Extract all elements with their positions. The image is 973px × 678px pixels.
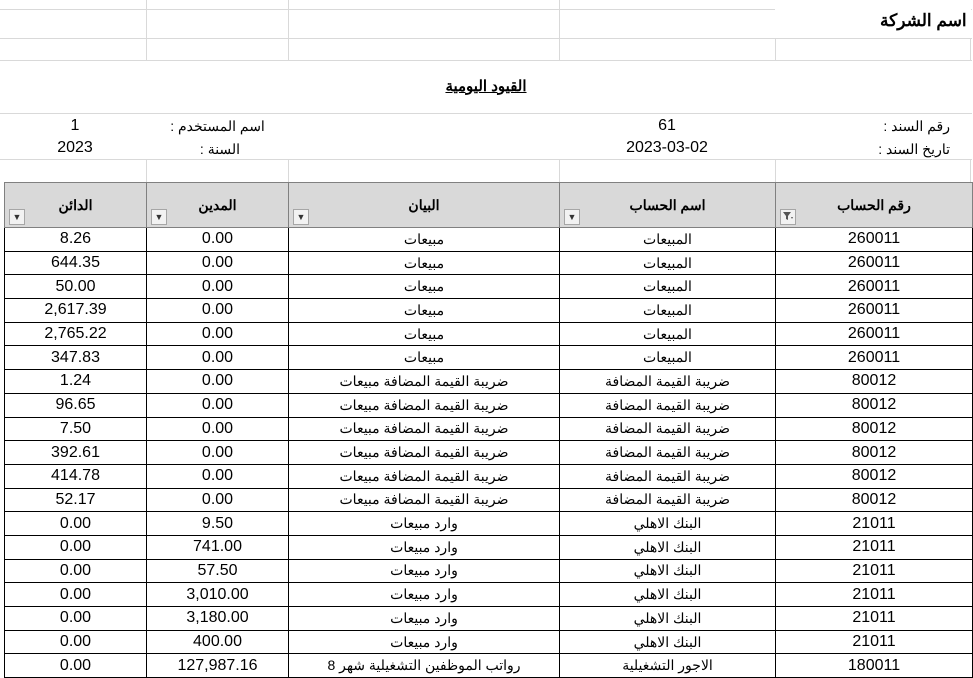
account-name-cell[interactable]: ضريبة القيمة المضافة (560, 393, 776, 417)
debit-cell[interactable]: 0.00 (147, 393, 289, 417)
description-cell[interactable]: مبيعات (289, 299, 560, 323)
column-header-credit[interactable]: الدائن ▼ (5, 183, 147, 228)
voucher-date-label: تاريخ السند : (878, 141, 950, 157)
gridline (0, 159, 972, 160)
debit-cell[interactable]: 127,987.16 (147, 654, 289, 678)
account-number-cell[interactable]: 260011 (776, 251, 973, 275)
account-number-cell[interactable]: 80012 (776, 488, 973, 512)
credit-cell[interactable]: 1.24 (5, 370, 147, 394)
debit-cell[interactable]: 0.00 (147, 228, 289, 252)
account-name-cell[interactable]: المبيعات (560, 299, 776, 323)
account-number-cell[interactable]: 260011 (776, 275, 973, 299)
user-name-value[interactable]: 1 (70, 117, 80, 134)
debit-cell[interactable]: 3,010.00 (147, 583, 289, 607)
credit-cell[interactable]: 414.78 (5, 464, 147, 488)
account-number-cell[interactable]: 260011 (776, 299, 973, 323)
table-row[interactable] (5, 654, 973, 678)
account-name-cell[interactable]: ضريبة القيمة المضافة (560, 370, 776, 394)
debit-cell[interactable]: 9.50 (147, 512, 289, 536)
credit-cell[interactable]: 52.17 (5, 488, 147, 512)
table-row[interactable] (5, 346, 973, 370)
account-number-cell[interactable]: 21011 (776, 583, 973, 607)
account-number-cell[interactable]: 180011 (776, 654, 973, 678)
debit-cell[interactable]: 0.00 (147, 370, 289, 394)
description-cell[interactable]: مبيعات (289, 228, 560, 252)
debit-cell[interactable]: 0.00 (147, 346, 289, 370)
debit-cell[interactable]: 0.00 (147, 299, 289, 323)
account-number-cell[interactable]: 80012 (776, 393, 973, 417)
column-header-account-number[interactable]: رقم الحساب (776, 183, 973, 228)
account-number-cell[interactable]: 21011 (776, 512, 973, 536)
description-cell[interactable]: مبيعات (289, 346, 560, 370)
description-cell[interactable]: وارد مبيعات (289, 535, 560, 559)
account-number-cell[interactable]: 260011 (776, 346, 973, 370)
account-number-cell[interactable]: 21011 (776, 559, 973, 583)
table-row[interactable] (5, 299, 973, 323)
credit-cell[interactable]: 0.00 (5, 559, 147, 583)
description-cell[interactable]: مبيعات (289, 322, 560, 346)
account-name-cell[interactable]: ضريبة القيمة المضافة (560, 464, 776, 488)
credit-cell[interactable]: 96.65 (5, 393, 147, 417)
account-name-cell[interactable]: البنك الاهلي (560, 630, 776, 654)
account-name-cell[interactable]: البنك الاهلي (560, 512, 776, 536)
credit-cell[interactable]: 0.00 (5, 607, 147, 631)
description-cell[interactable]: وارد مبيعات (289, 559, 560, 583)
account-number-cell[interactable]: 21011 (776, 535, 973, 559)
description-cell[interactable]: ضريبة القيمة المضافة مبيعات (289, 417, 560, 441)
table-row[interactable] (5, 228, 973, 252)
table-row[interactable] (5, 370, 973, 394)
credit-cell[interactable]: 7.50 (5, 417, 147, 441)
description-cell[interactable]: ضريبة القيمة المضافة مبيعات (289, 370, 560, 394)
description-cell[interactable]: وارد مبيعات (289, 630, 560, 654)
account-number-cell[interactable]: 80012 (776, 417, 973, 441)
voucher-number-label: رقم السند : (883, 118, 950, 134)
description-cell[interactable]: وارد مبيعات (289, 512, 560, 536)
table-row[interactable] (5, 535, 973, 559)
description-cell[interactable]: مبيعات (289, 275, 560, 299)
account-number-cell[interactable]: 80012 (776, 370, 973, 394)
description-cell[interactable]: ضريبة القيمة المضافة مبيعات (289, 441, 560, 465)
account-name-cell[interactable]: ضريبة القيمة المضافة (560, 417, 776, 441)
account-name-cell[interactable]: المبيعات (560, 251, 776, 275)
report-title: القيود اليومية (445, 78, 527, 95)
year-label: السنة : (199, 141, 241, 157)
table-row[interactable] (5, 275, 973, 299)
journal-entries-table (4, 182, 973, 678)
account-number-cell[interactable]: 260011 (776, 228, 973, 252)
account-number-cell[interactable]: 260011 (776, 322, 973, 346)
credit-cell[interactable]: 347.83 (5, 346, 147, 370)
table-header-row (5, 183, 973, 228)
credit-cell[interactable]: 2,617.39 (5, 299, 147, 323)
credit-cell[interactable]: 0.00 (5, 535, 147, 559)
filter-funnel-icon[interactable] (780, 209, 796, 225)
table-row[interactable] (5, 251, 973, 275)
voucher-date[interactable]: 2023-03-02 (626, 139, 708, 156)
debit-cell[interactable]: 0.00 (147, 464, 289, 488)
account-name-cell[interactable]: المبيعات (560, 228, 776, 252)
table-row[interactable] (5, 630, 973, 654)
table-row[interactable] (5, 322, 973, 346)
table-row[interactable] (5, 559, 973, 583)
credit-cell[interactable]: 392.61 (5, 441, 147, 465)
chevron-down-icon[interactable]: ▼ (9, 209, 25, 225)
credit-cell[interactable]: 0.00 (5, 630, 147, 654)
credit-cell[interactable]: 2,765.22 (5, 322, 147, 346)
debit-cell[interactable]: 3,180.00 (147, 607, 289, 631)
user-name-label: اسم المستخدم : (170, 118, 265, 134)
account-number-cell[interactable]: 21011 (776, 630, 973, 654)
chevron-down-icon[interactable]: ▼ (564, 209, 580, 225)
year-value[interactable]: 2023 (57, 139, 93, 156)
account-name-cell[interactable]: ضريبة القيمة المضافة (560, 441, 776, 465)
account-name-cell[interactable]: البنك الاهلي (560, 559, 776, 583)
column-header-debit[interactable]: المدين ▼ (147, 183, 289, 228)
account-number-cell[interactable]: 80012 (776, 464, 973, 488)
table-row[interactable] (5, 393, 973, 417)
table-row[interactable] (5, 417, 973, 441)
table-row[interactable] (5, 512, 973, 536)
gridline (0, 38, 972, 39)
debit-cell[interactable]: 0.00 (147, 275, 289, 299)
chevron-down-icon[interactable]: ▼ (151, 209, 167, 225)
debit-cell[interactable]: 741.00 (147, 535, 289, 559)
debit-cell[interactable]: 0.00 (147, 322, 289, 346)
debit-cell[interactable]: 0.00 (147, 488, 289, 512)
account-name-cell[interactable]: البنك الاهلي (560, 535, 776, 559)
column-header-description[interactable]: البيان ▼ (289, 183, 560, 228)
credit-cell[interactable]: 644.35 (5, 251, 147, 275)
account-name-cell[interactable]: البنك الاهلي (560, 583, 776, 607)
credit-cell[interactable]: 0.00 (5, 654, 147, 678)
debit-cell[interactable]: 0.00 (147, 417, 289, 441)
account-name-cell[interactable]: المبيعات (560, 322, 776, 346)
description-cell[interactable]: مبيعات (289, 251, 560, 275)
table-row[interactable] (5, 488, 973, 512)
description-cell[interactable]: ضريبة القيمة المضافة مبيعات (289, 393, 560, 417)
credit-cell[interactable]: 8.26 (5, 228, 147, 252)
debit-cell[interactable]: 57.50 (147, 559, 289, 583)
debit-cell[interactable]: 0.00 (147, 251, 289, 275)
voucher-number[interactable]: 61 (658, 117, 676, 134)
column-header-account-name[interactable]: اسم الحساب ▼ (560, 183, 776, 228)
table-row[interactable] (5, 607, 973, 631)
credit-cell[interactable]: 0.00 (5, 512, 147, 536)
table-row[interactable] (5, 464, 973, 488)
description-cell[interactable]: رواتب الموظفين التشغيلية شهر 8 (289, 654, 560, 678)
description-cell[interactable]: ضريبة القيمة المضافة مبيعات (289, 464, 560, 488)
account-name-cell[interactable]: المبيعات (560, 346, 776, 370)
company-name: اسم الشركة (880, 11, 967, 30)
account-name-cell[interactable]: ضريبة القيمة المضافة (560, 488, 776, 512)
account-number-cell[interactable]: 80012 (776, 441, 973, 465)
chevron-down-icon[interactable]: ▼ (293, 209, 309, 225)
credit-cell[interactable]: 0.00 (5, 583, 147, 607)
table-row[interactable] (5, 583, 973, 607)
account-name-cell[interactable]: المبيعات (560, 275, 776, 299)
account-number-cell[interactable]: 21011 (776, 607, 973, 631)
debit-cell[interactable]: 400.00 (147, 630, 289, 654)
credit-cell[interactable]: 50.00 (5, 275, 147, 299)
debit-cell[interactable]: 0.00 (147, 441, 289, 465)
description-cell[interactable]: وارد مبيعات (289, 583, 560, 607)
account-name-cell[interactable]: الاجور التشغيلية (560, 654, 776, 678)
account-name-cell[interactable]: البنك الاهلي (560, 607, 776, 631)
description-cell[interactable]: ضريبة القيمة المضافة مبيعات (289, 488, 560, 512)
description-cell[interactable]: وارد مبيعات (289, 607, 560, 631)
table-row[interactable] (5, 441, 973, 465)
